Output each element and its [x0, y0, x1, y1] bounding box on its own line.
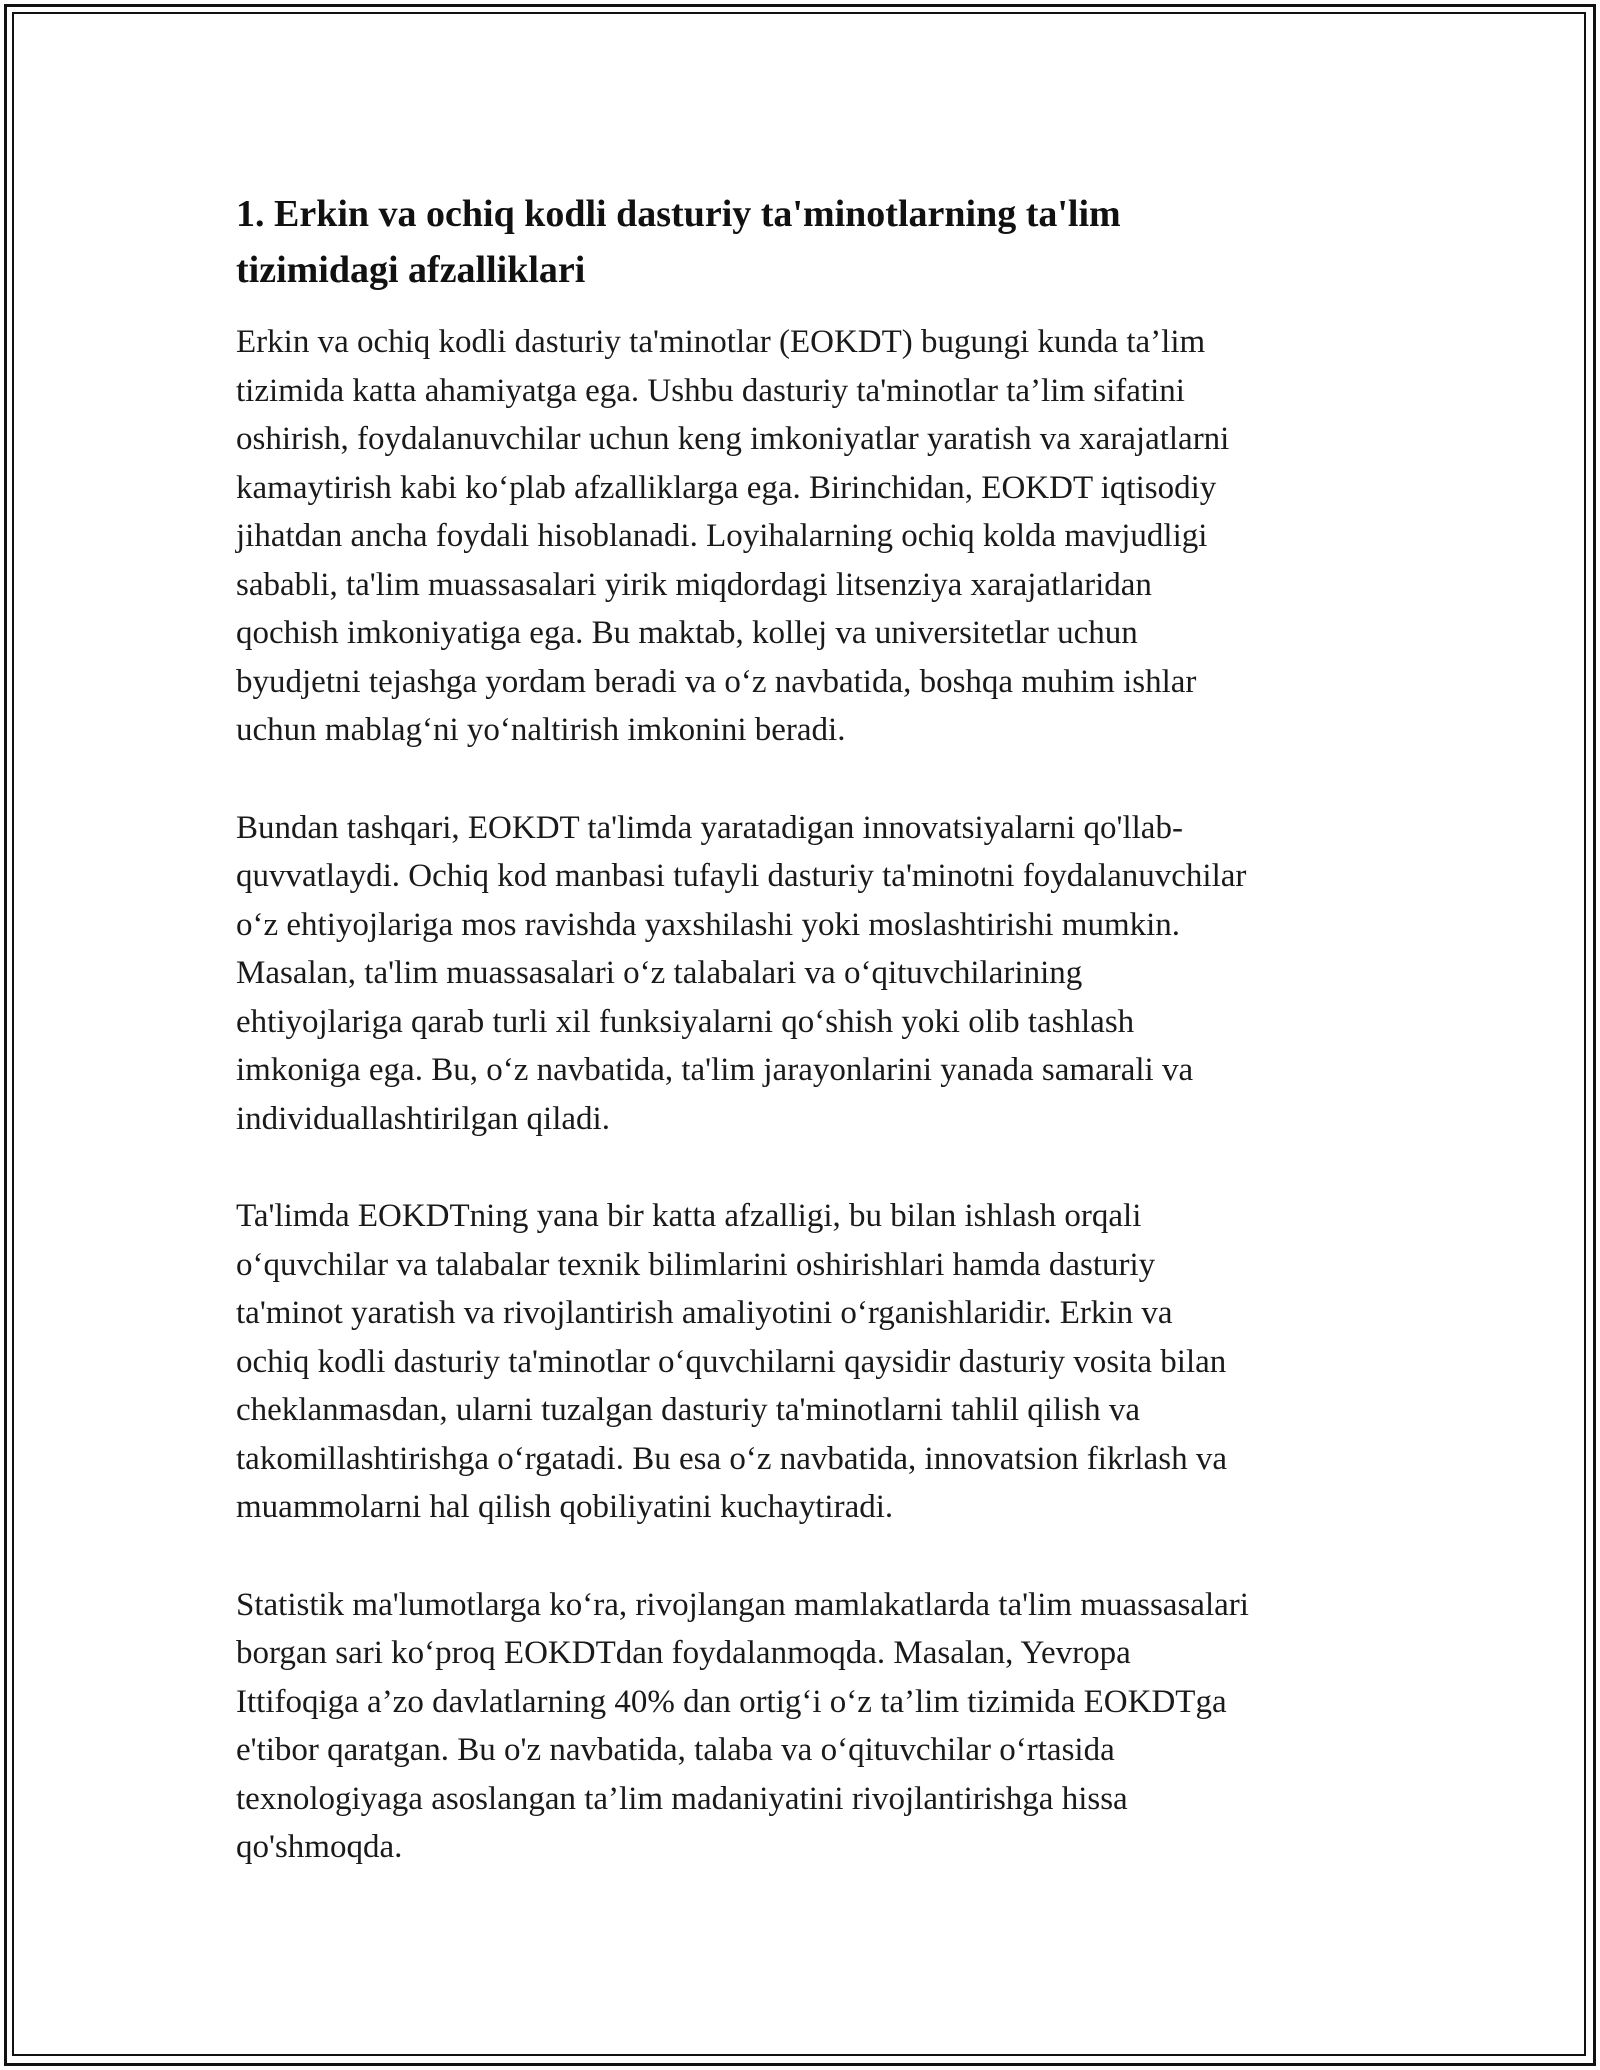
paragraph-2	[236, 804, 1376, 1144]
paragraph-3	[236, 1192, 1376, 1532]
text-line: Ittifoqiga a’zo davlatlarning 40% dan ortig‘i o‘z ta’lim tizimida EOKDTga	[236, 1683, 1227, 1720]
text-line: byudjetni tejashga yordam beradi va o‘z navbatida, boshqa muhim ishlar	[236, 663, 1197, 700]
text-line: borgan sari ko‘proq EOKDTdan foydalanmoqda. Masalan, Yevropa	[236, 1635, 1131, 1671]
text-line: jihatdan ancha foydali hisoblanadi. Loyihalarning ochiq kolda mavjudligi	[236, 518, 1208, 554]
text-line: quvvatlaydi. Ochiq kod manbasi tufayli dasturiy ta'minotni foydalanuvchilar	[236, 858, 1247, 894]
text-line: Ta'limda EOKDTning yana bir katta afzalligi, bu bilan ishlash orqali	[236, 1198, 1142, 1234]
text-line: uchun mablag‘ni yo‘naltirish imkonini beradi.	[236, 712, 846, 748]
text-line: sababli, ta'lim muassasalari yirik miqdordagi litsenziya xarajatlaridan	[236, 566, 1152, 603]
text-line: Erkin va ochiq kodli dasturiy ta'minotlar (EOKDT) bugungi kunda ta’lim	[236, 324, 1206, 360]
text-line: e'tibor qaratgan. Bu o'z navbatida, talaba va o‘qituvchilar o‘rtasida	[236, 1732, 1115, 1768]
text-line: Masalan, ta'lim muassasalari o‘z talabalari va o‘qituvchilarining	[236, 955, 1083, 991]
document-body	[236, 186, 1376, 1921]
text-line: imkoniga ega. Bu, o‘z navbatida, ta'lim jarayonlarini yanada samarali va	[236, 1052, 1194, 1088]
text-line: kamaytirish kabi ko‘plab afzalliklarga ega. Birinchidan, EOKDT iqtisodiy	[236, 469, 1217, 506]
heading-line: tizimidagi afzalliklari	[236, 249, 586, 291]
text-line: tizimida katta ahamiyatga ega. Ushbu dasturiy ta'minotlar ta’lim sifatini	[236, 372, 1185, 409]
text-line: Statistik ma'lumotlarga ko‘ra, rivojlangan mamlakatlarda ta'lim muassasalari	[236, 1586, 1249, 1623]
text-line: oshirish, foydalanuvchilar uchun keng imkoniyatlar yaratish va xarajatlarni	[236, 421, 1230, 457]
text-line: ehtiyojlariga qarab turli xil funksiyalarni qo‘shish yoki olib tashlash	[236, 1003, 1135, 1040]
text-line: individuallashtirilgan qiladi.	[236, 1100, 610, 1137]
text-line: o‘quvchilar va talabalar texnik bilimlarini oshirishlari hamda dasturiy	[236, 1246, 1156, 1283]
paragraph-1	[236, 318, 1376, 755]
paragraph-4	[236, 1581, 1376, 1872]
text-line: o‘z ehtiyojlariga mos ravishda yaxshilashi yoki moslashtirishi mumkin.	[236, 906, 1181, 943]
text-line: ta'minot yaratish va rivojlantirish amaliyotini o‘rganishlaridir. Erkin va	[236, 1295, 1173, 1331]
text-line: takomillashtirishga o‘rgatadi. Bu esa o‘z navbatida, innovatsion fikrlash va	[236, 1440, 1227, 1477]
text-line: texnologiyaga asoslangan ta’lim madaniyatini rivojlantirishga hissa	[236, 1780, 1128, 1817]
text-line: muammolarni hal qilish qobiliyatini kuchaytiradi.	[236, 1489, 894, 1525]
section-heading	[236, 186, 1376, 298]
text-line: ochiq kodli dasturiy ta'minotlar o‘quvchilarni qaysidir dasturiy vosita bilan	[236, 1343, 1227, 1380]
text-line: Bundan tashqari, EOKDT ta'limda yaratadigan innovatsiyalarni qo'llab-	[236, 809, 1183, 846]
text-line: cheklanmasdan, ularni tuzalgan dasturiy ta'minotlarni tahlil qilish va	[236, 1392, 1141, 1428]
heading-line: 1. Erkin va ochiq kodli dasturiy ta'minotlarning ta'lim	[236, 193, 1121, 235]
text-line: qo'shmoqda.	[236, 1829, 403, 1865]
text-line: qochish imkoniyatiga ega. Bu maktab, kollej va universitetlar uchun	[236, 615, 1138, 651]
